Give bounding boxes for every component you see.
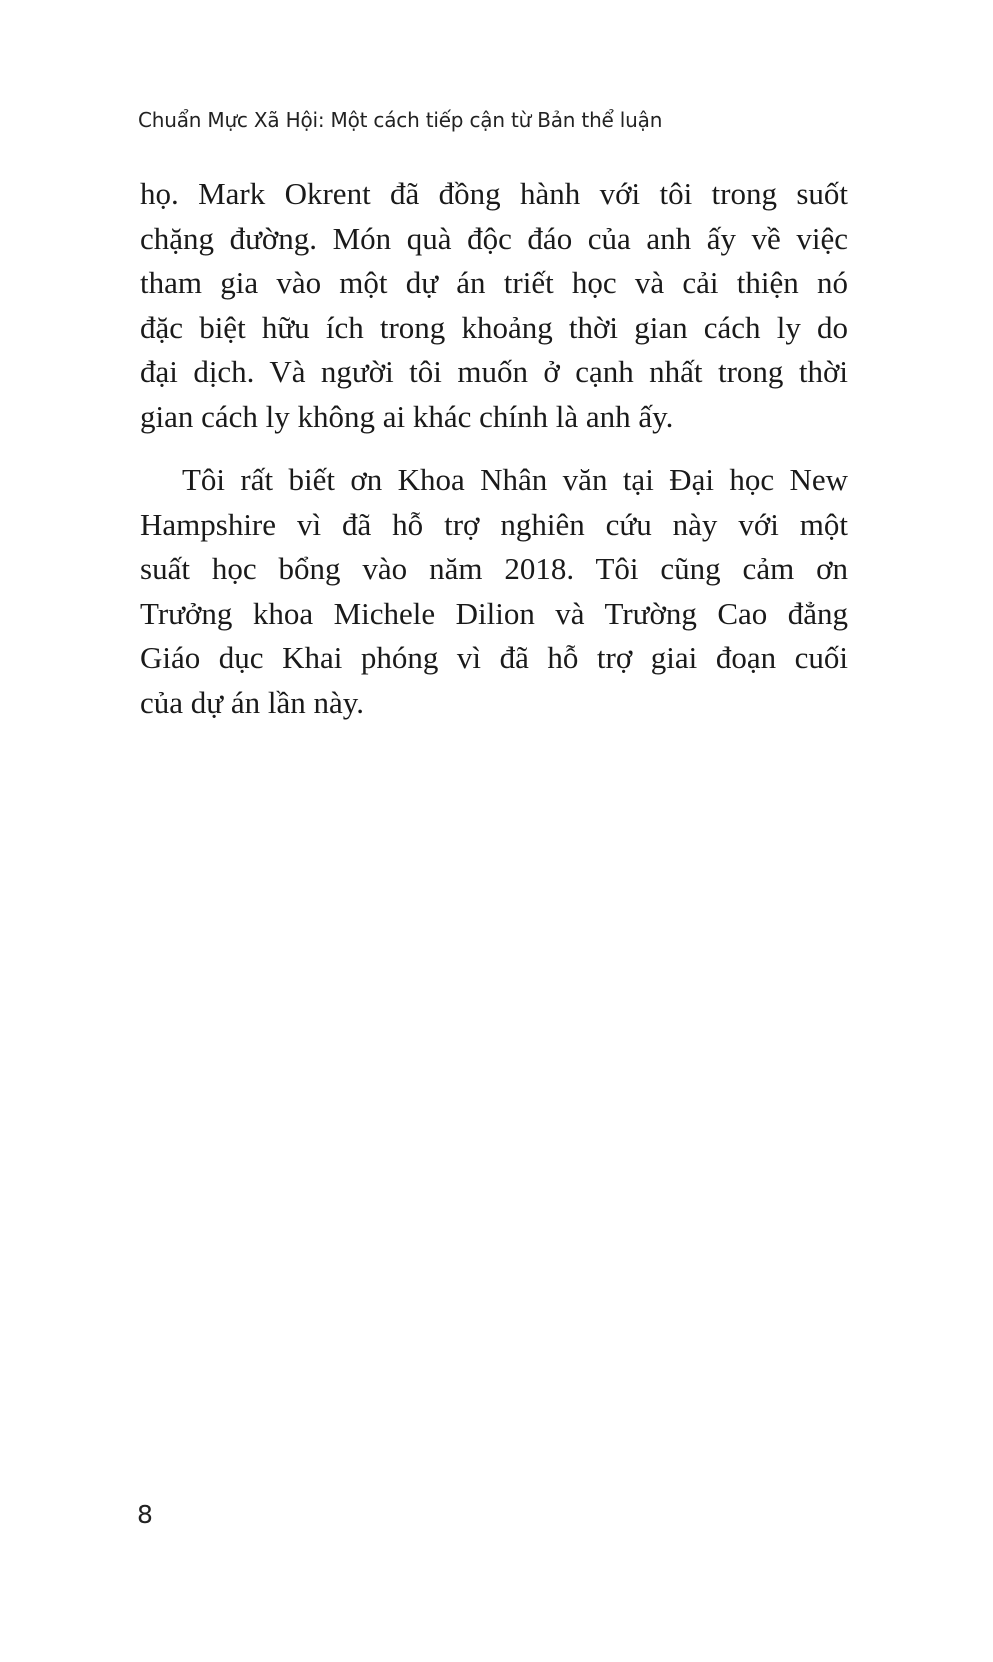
text-line: suất học bổng vào năm 2018. Tôi cũng cảm ơn <box>140 551 848 586</box>
text-line: đại dịch. Và người tôi muốn ở cạnh nhất trong thời <box>140 354 848 389</box>
text-line: gian cách ly không ai khác chính là anh ấy. <box>140 398 674 434</box>
running-header: Chuẩn Mực Xã Hội: Một cách tiếp cận từ Bản thể luận <box>138 108 663 132</box>
text-line: tham gia vào một dự án triết học và cải thiện nó <box>140 265 848 300</box>
text-line: Tôi rất biết ơn Khoa Nhân văn tại Đại học New <box>182 462 848 497</box>
paragraph-1 <box>140 172 848 439</box>
text-line: đặc biệt hữu ích trong khoảng thời gian cách ly do <box>140 309 848 345</box>
text-line: Giáo dục Khai phóng vì đã hỗ trợ giai đoạn cuối <box>140 640 848 675</box>
text-line: họ. Mark Okrent đã đồng hành với tôi trong suốt <box>140 176 848 211</box>
text-line: Hampshire vì đã hỗ trợ nghiên cứu này với một <box>140 506 848 542</box>
body-text <box>140 172 848 725</box>
text-line: Trưởng khoa Michele Dilion và Trường Cao đẳng <box>140 595 848 631</box>
paragraph-2 <box>140 458 848 725</box>
text-line: của dự án lần này. <box>140 684 364 720</box>
text-line: chặng đường. Món quà độc đáo của anh ấy về việc <box>140 220 848 256</box>
page-number: 8 <box>137 1500 153 1529</box>
